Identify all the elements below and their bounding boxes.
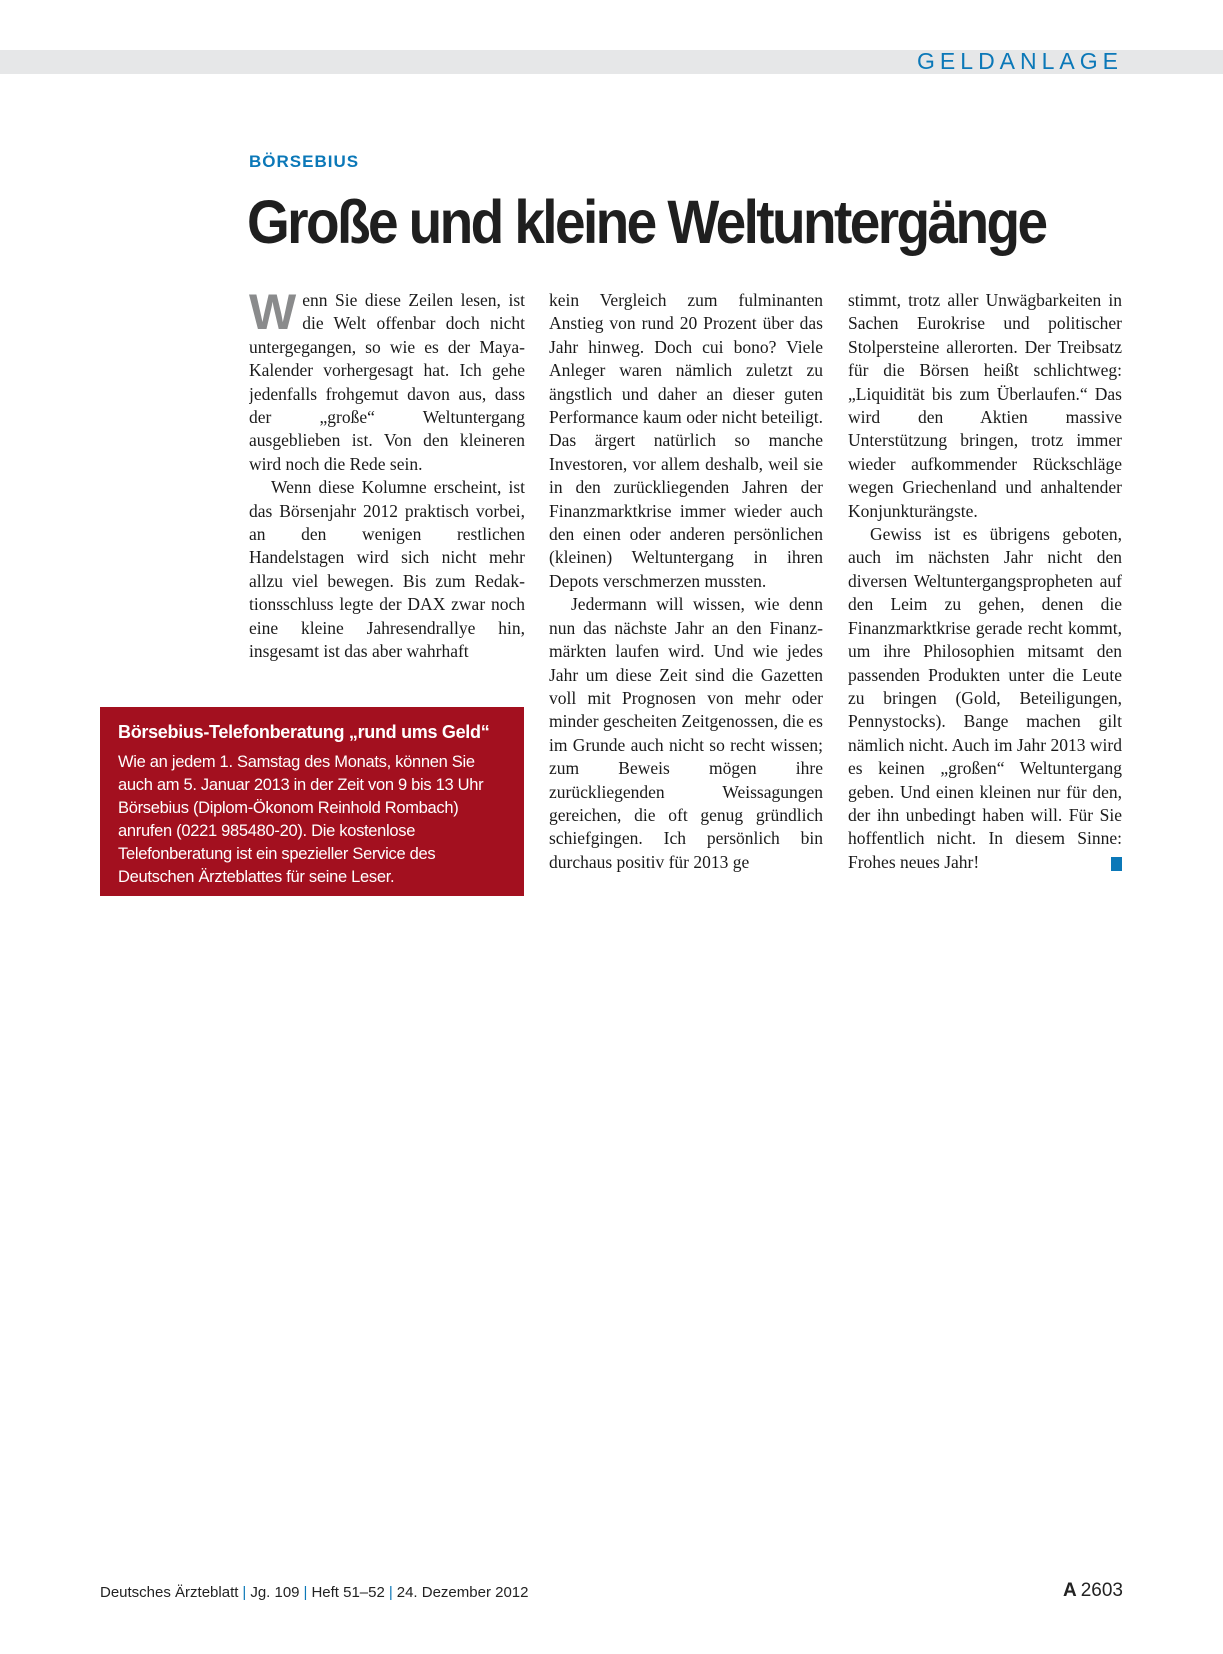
article-column-3	[848, 289, 1122, 874]
separator: |	[388, 1584, 393, 1601]
paragraph: stimmt, trotz aller Unwägbarkeiten in Sachen Eurokrise und politischer Stolpersteine allerorten. Der Treibsatz für die Börsen heißt schlichtweg: „Liquidität bis zum Überlaufen.“ Das wird den Aktien massive Unterstützung bringen, trotz immer wieder aufkommender Rückschläge wegen Griechenland und anhaltender Konjunkturängste.	[848, 290, 1122, 521]
info-box	[100, 707, 524, 896]
page-prefix: A	[1062, 1580, 1077, 1601]
info-box-line: auch am 5. Januar 2013 in der Zeit von 9 bis 13 Uhr	[118, 776, 484, 794]
paragraph	[249, 289, 525, 476]
paragraph: Jedermann will wissen, wie denn nun das nächste Jahr an den Finanzmärkten laufen wird. Und wie jedes Jahr um diese Zeit sind die Gazetten voll mit Prognosen von mehr oder minder gescheiten Zeitgenossen, die es im Grunde auch nicht so recht wissen; zum Beweis mögen ihre zurückliegenden Weissagungen gereichen, die oft genug gründlich schiefgingen. Ich persönlich bin durchaus positiv für 2013 ge	[549, 594, 823, 872]
issue-date: 24. Dezember 2012	[396, 1584, 529, 1601]
drop-cap: W	[249, 289, 297, 340]
headline: Große und kleine Weltuntergänge	[247, 187, 1046, 257]
paragraph: Wenn diese Kolumne erscheint, ist das Börsenjahr 2012 praktisch vorbei, an den wenigen restlichen Handelstagen wird sich nicht mehr allzu viel bewegen. Bis zum Redaktionsschluss legte der DAX zwar noch eine kleine Jahresendrallye hin, insgesamt ist das aber wahrhaft	[249, 477, 525, 662]
paragraph: kein Vergleich zum fulminanten Anstieg von rund 20 Prozent über das Jahr hinweg. Doch cui bono? Viele Anleger waren nämlich zuletzt zu ängstlich und daher an dieser guten Performance kaum oder nicht beteiligt. Das ärgert natürlich so manche Investoren, vor allem deshalb, weil sie in den zurückliegenden Jahren der Finanzmarktkrise immer wieder auch den einen oder anderen persönlichen (kleinen) Weltuntergang in ihren Depots verschmerzen mussten.	[549, 290, 823, 591]
footer-citation	[100, 1584, 528, 1601]
paragraph-text: enn Sie diese Zeilen lesen, ist die Welt offenbar doch nicht untergegangen, so wie es der Maya-Kalender vorhergesagt hat. Ich gehe jedenfalls frohgemut davon aus, dass der „große“ Weltuntergang ausgeblieben ist. Von den kleineren wird noch die Rede sein.	[249, 290, 525, 474]
paragraph-text: Gewiss ist es übrigens geboten, auch im nächsten Jahr nicht den diversen Weltuntergangspropheten auf den Leim zu gehen, denen die Finanzmarktkrise gerade recht kommt, um ihre Philosophien mitsamt den passenden Produkten unter die Leute zu bringen (Gold, Beteiligungen, Pennystocks). Bange machen gilt nämlich nicht. Auch im Jahr 2013 wird es keinen „großen“ Weltuntergang geben. Und einen kleinen nur für den, der ihn unbedingt haben will. Für Sie hoffentlich nicht. In diesem Sinne: Frohes neues Jahr!	[848, 524, 1122, 872]
info-box-line: Telefonberatung ist ein spezieller Service des	[118, 845, 436, 863]
info-box-line: Börsebius (Diplom-Ökonom Reinhold Rombach)	[118, 799, 459, 817]
separator: |	[303, 1584, 308, 1601]
volume: Jg. 109	[250, 1584, 300, 1601]
article-column-2	[549, 289, 823, 874]
page-number	[1063, 1580, 1123, 1602]
kicker: BÖRSEBIUS	[249, 152, 360, 171]
paragraph	[848, 523, 1122, 874]
info-box-line: Wie an jedem 1. Samstag des Monats, können Sie	[118, 753, 475, 771]
article-column-1	[249, 289, 525, 669]
section-label: GELDANLAGE	[917, 48, 1123, 74]
page-number-value: 2603	[1080, 1580, 1123, 1601]
separator: |	[242, 1584, 247, 1601]
info-box-title: Börsebius-Telefonberatung „rund ums Geld“	[118, 722, 490, 742]
end-of-article-icon	[1111, 857, 1122, 871]
journal-name: Deutsches Ärzteblatt	[100, 1584, 239, 1601]
info-box-line: Deutschen Ärzteblattes für seine Leser.	[118, 868, 395, 886]
issue: Heft 51–52	[311, 1584, 385, 1601]
info-box-line: anrufen (0221 985480-20). Die kostenlose	[118, 822, 416, 840]
